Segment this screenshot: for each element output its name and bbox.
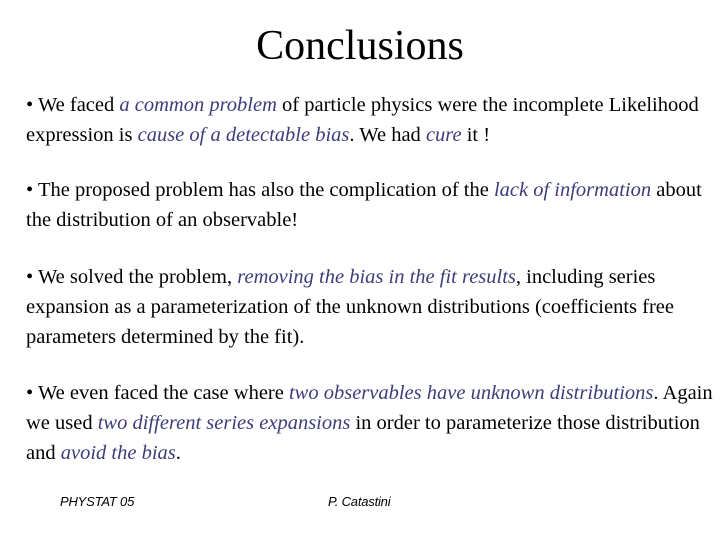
emphasized-text: avoid the bias [60,442,176,464]
bullet-text: . We had [349,124,426,146]
bullet-marker: • [26,179,34,201]
bullet-text: . [175,442,181,464]
bullet-item-3 [26,262,716,352]
bullet-text: We faced [33,94,120,116]
emphasized-text: two different series expansions [97,412,351,434]
footer-conference: PHYSTAT 05 [60,494,135,509]
emphasized-text: a common problem [119,94,277,116]
bullet-text: about the distribution of an observable! [26,179,702,231]
emphasized-text: cure [425,124,462,146]
bullet-item-1 [26,90,716,150]
slide-title: Conclusions [256,23,464,69]
emphasized-text: removing the bias in the fit results [237,266,516,288]
emphasized-text: lack of information [493,179,652,201]
bullet-text: in order to parameterize those distribution and [26,412,700,464]
bullet-item-2 [26,175,716,235]
bullet-marker: • [26,382,34,404]
bullet-text: We solved the problem, [33,266,238,288]
bullet-marker: • [26,94,34,116]
emphasized-text: cause of a detectable bias [137,124,350,146]
bullet-item-4 [26,378,716,468]
emphasized-text: two observables have unknown distributions [288,382,654,404]
bullet-text: it ! [461,124,491,146]
footer-author: P. Catastini [328,494,391,509]
bullet-text: , including series expansion as a parameterization of the unknown distributions (coefficients free parameters determined by the fit). [26,266,675,348]
bullet-text: of particle physics were the incomplete Likelihood expression is [26,94,699,146]
bullet-marker: • [26,266,34,288]
bullet-text: . Again we used [26,382,713,434]
bullet-text: The proposed problem has also the complication of the [33,179,494,201]
bullet-text: We even faced the case where [33,382,289,404]
